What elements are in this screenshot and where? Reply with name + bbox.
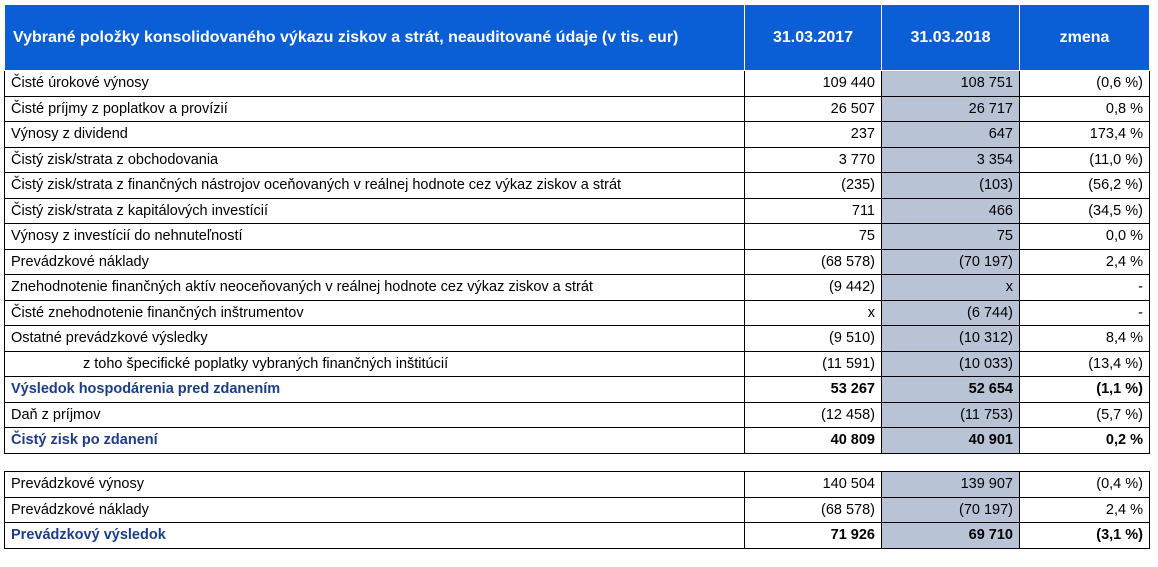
table-row: [5, 147, 1150, 173]
table-header-row: [5, 5, 1150, 71]
value-2017: 140 504: [745, 472, 882, 498]
table-row: [5, 96, 1150, 122]
row-label: z toho špecifické poplatky vybraných finančných inštitúcií: [5, 351, 745, 377]
table-title: Vybrané položky konsolidovaného výkazu ziskov a strát, neauditované údaje (v tis. eur): [5, 5, 745, 71]
value-2018: (11 753): [882, 402, 1020, 428]
table-row-total: [5, 377, 1150, 403]
value-2017: 53 267: [745, 377, 882, 403]
value-change: (5,7 %): [1020, 402, 1150, 428]
row-label: Čistý zisk po zdanení: [5, 428, 745, 454]
value-change: (34,5 %): [1020, 198, 1150, 224]
row-label: Výsledok hospodárenia pred zdanením: [5, 377, 745, 403]
value-change: (56,2 %): [1020, 173, 1150, 199]
value-2018: x: [882, 275, 1020, 301]
value-2018: 3 354: [882, 147, 1020, 173]
value-2017: x: [745, 300, 882, 326]
value-2017: 75: [745, 224, 882, 250]
row-label: Prevádzkové výnosy: [5, 472, 745, 498]
value-2018: (6 744): [882, 300, 1020, 326]
row-label: Čistý zisk/strata z obchodovania: [5, 147, 745, 173]
table-row: [5, 173, 1150, 199]
row-label: Daň z príjmov: [5, 402, 745, 428]
table-row-total: [5, 428, 1150, 454]
value-change: (13,4 %): [1020, 351, 1150, 377]
value-2018: 40 901: [882, 428, 1020, 454]
value-2018: 647: [882, 122, 1020, 148]
row-label: Znehodnotenie finančných aktív neoceňovaných v reálnej hodnote cez výkaz ziskov a strát: [5, 275, 745, 301]
table-row: [5, 472, 1150, 498]
value-2017: 71 926: [745, 523, 882, 549]
value-2018: (10 033): [882, 351, 1020, 377]
value-2017: 26 507: [745, 96, 882, 122]
value-change: 0,8 %: [1020, 96, 1150, 122]
value-2018: (70 197): [882, 497, 1020, 523]
value-2017: (11 591): [745, 351, 882, 377]
row-label: Prevádzkový výsledok: [5, 523, 745, 549]
value-2018: 108 751: [882, 71, 1020, 97]
operating-result-table: [4, 471, 1150, 549]
value-change: 2,4 %: [1020, 249, 1150, 275]
value-2018: (10 312): [882, 326, 1020, 352]
row-label: Čisté príjmy z poplatkov a provízií: [5, 96, 745, 122]
value-2017: (235): [745, 173, 882, 199]
value-change: (3,1 %): [1020, 523, 1150, 549]
table-row: [5, 326, 1150, 352]
value-2017: (9 442): [745, 275, 882, 301]
value-change: -: [1020, 300, 1150, 326]
value-2018: 52 654: [882, 377, 1020, 403]
value-change: (11,0 %): [1020, 147, 1150, 173]
table-row: [5, 497, 1150, 523]
row-label: Ostatné prevádzkové výsledky: [5, 326, 745, 352]
table-row-total: [5, 523, 1150, 549]
value-2017: 109 440: [745, 71, 882, 97]
table-row-subitem: [5, 351, 1150, 377]
row-label: Výnosy z investícií do nehnuteľností: [5, 224, 745, 250]
value-change: 2,4 %: [1020, 497, 1150, 523]
value-change: 8,4 %: [1020, 326, 1150, 352]
value-2017: (9 510): [745, 326, 882, 352]
value-2018: 139 907: [882, 472, 1020, 498]
table-row: [5, 249, 1150, 275]
value-2017: 237: [745, 122, 882, 148]
value-2018: 26 717: [882, 96, 1020, 122]
column-header-2018: 31.03.2018: [882, 5, 1020, 71]
row-label: Čisté úrokové výnosy: [5, 71, 745, 97]
row-label: Čistý zisk/strata z kapitálových investícií: [5, 198, 745, 224]
table-row: [5, 402, 1150, 428]
value-change: 173,4 %: [1020, 122, 1150, 148]
value-2018: (103): [882, 173, 1020, 199]
value-2018: 75: [882, 224, 1020, 250]
value-change: 0,0 %: [1020, 224, 1150, 250]
value-2017: 711: [745, 198, 882, 224]
value-2017: 3 770: [745, 147, 882, 173]
value-change: 0,2 %: [1020, 428, 1150, 454]
value-2017: (12 458): [745, 402, 882, 428]
table-row: [5, 300, 1150, 326]
value-2017: (68 578): [745, 249, 882, 275]
row-label: Čisté znehodnotenie finančných inštrumentov: [5, 300, 745, 326]
value-2017: 40 809: [745, 428, 882, 454]
value-2017: (68 578): [745, 497, 882, 523]
table-row: [5, 71, 1150, 97]
value-change: (0,6 %): [1020, 71, 1150, 97]
value-2018: 466: [882, 198, 1020, 224]
column-header-2017: 31.03.2017: [745, 5, 882, 71]
income-statement-table: [4, 4, 1150, 454]
row-label: Čistý zisk/strata z finančných nástrojov oceňovaných v reálnej hodnote cez výkaz ziskov a strát: [5, 173, 745, 199]
value-2018: 69 710: [882, 523, 1020, 549]
value-change: -: [1020, 275, 1150, 301]
value-change: (1,1 %): [1020, 377, 1150, 403]
table-row: [5, 122, 1150, 148]
value-2018: (70 197): [882, 249, 1020, 275]
column-header-change: zmena: [1020, 5, 1150, 71]
row-label: Výnosy z dividend: [5, 122, 745, 148]
table-row: [5, 198, 1150, 224]
table-row: [5, 275, 1150, 301]
row-label: Prevádzkové náklady: [5, 249, 745, 275]
value-change: (0,4 %): [1020, 472, 1150, 498]
table-row: [5, 224, 1150, 250]
row-label: Prevádzkové náklady: [5, 497, 745, 523]
